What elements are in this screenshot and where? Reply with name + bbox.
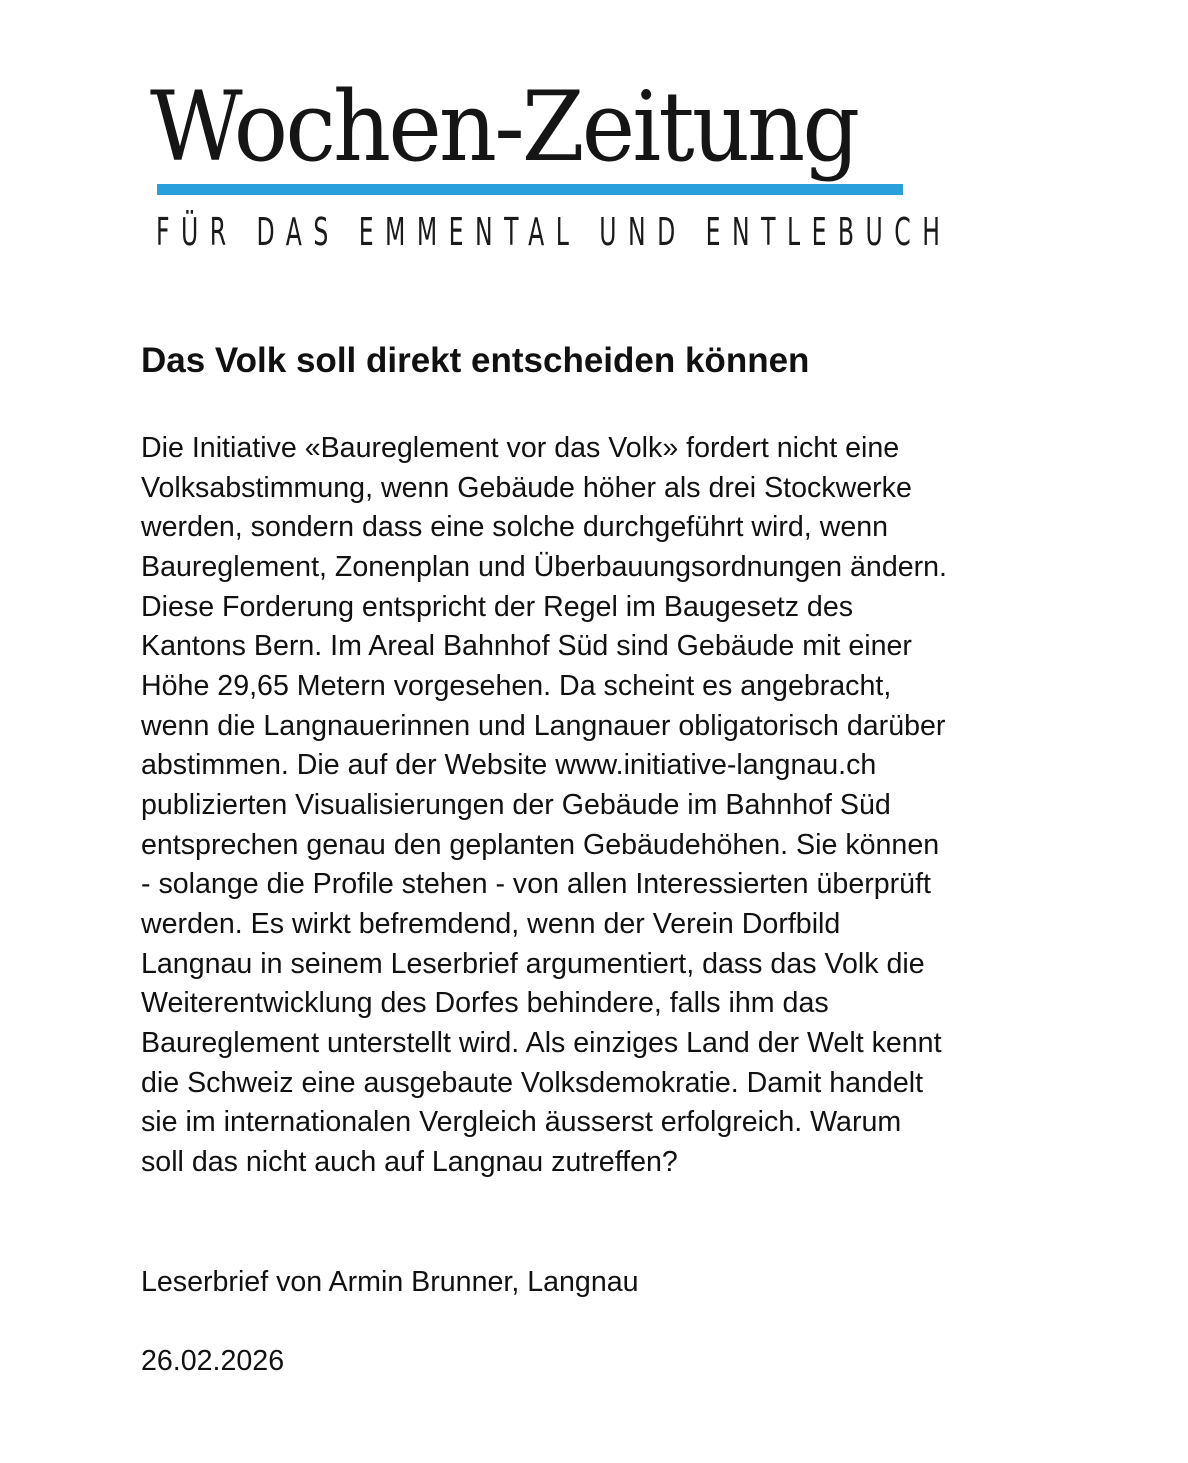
body-line: Diese Forderung entspricht der Regel im Baugesetz des (141, 590, 854, 623)
body-line: - solange die Profile stehen - von allen Interessierten überprüft (141, 868, 931, 901)
newspaper-logo-title: Wochen-Zeitung (150, 71, 858, 183)
body-line: werden. Es wirkt befremdend, wenn der Verein Dorfbild (141, 907, 841, 940)
logo-accent-rule (157, 184, 903, 195)
body-line: sie im internationalen Vergleich äusserst erfolgreich. Warum (141, 1106, 902, 1139)
body-line: Weiterentwicklung des Dorfes behindere, falls ihm das (141, 987, 829, 1020)
body-line: soll das nicht auch auf Langnau zutreffen? (141, 1145, 678, 1178)
body-line: entsprechen genau den geplanten Gebäudehöhen. Sie können (141, 828, 940, 861)
masthead (150, 72, 970, 252)
body-line: Kantons Bern. Im Areal Bahnhof Süd sind Gebäude mit einer (141, 630, 912, 663)
body-line: publizierten Visualisierungen der Gebäude im Bahnhof Süd (141, 788, 891, 821)
newspaper-logo-subtitle: FÜR DAS EMMENTAL UND ENTLEBUCH (156, 210, 952, 254)
body-line: Die Initiative «Baureglement vor das Volk» fordert nicht eine (141, 432, 900, 464)
body-line: Langnau in seinem Leserbrief argumentiert, dass das Volk die (141, 947, 925, 980)
body-line: Volksabstimmung, wenn Gebäude höher als drei Stockwerke (141, 471, 912, 504)
body-line: wenn die Langnauerinnen und Langnauer obligatorisch darüber (141, 709, 946, 742)
article-body (141, 429, 947, 1182)
body-line: Baureglement unterstellt wird. Als einziges Land der Welt kennt (141, 1026, 942, 1059)
body-line: werden, sondern dass eine solche durchgeführt wird, wenn (141, 511, 889, 544)
letter-signature: Leserbrief von Armin Brunner, Langnau (141, 1266, 639, 1298)
article (141, 338, 1061, 1178)
body-line: Höhe 29,65 Metern vorgesehen. Da scheint es angebracht, (141, 669, 892, 702)
article-headline: Das Volk soll direkt entscheiden können (141, 341, 810, 380)
letter-date: 26.02.2026 (141, 1345, 285, 1377)
body-line: die Schweiz eine ausgebaute Volksdemokratie. Damit handelt (141, 1066, 924, 1099)
body-line: abstimmen. Die auf der Website www.initiative-langnau.ch (141, 749, 877, 782)
body-line: Baureglement, Zonenplan und Überbauungsordnungen ändern. (141, 550, 948, 583)
